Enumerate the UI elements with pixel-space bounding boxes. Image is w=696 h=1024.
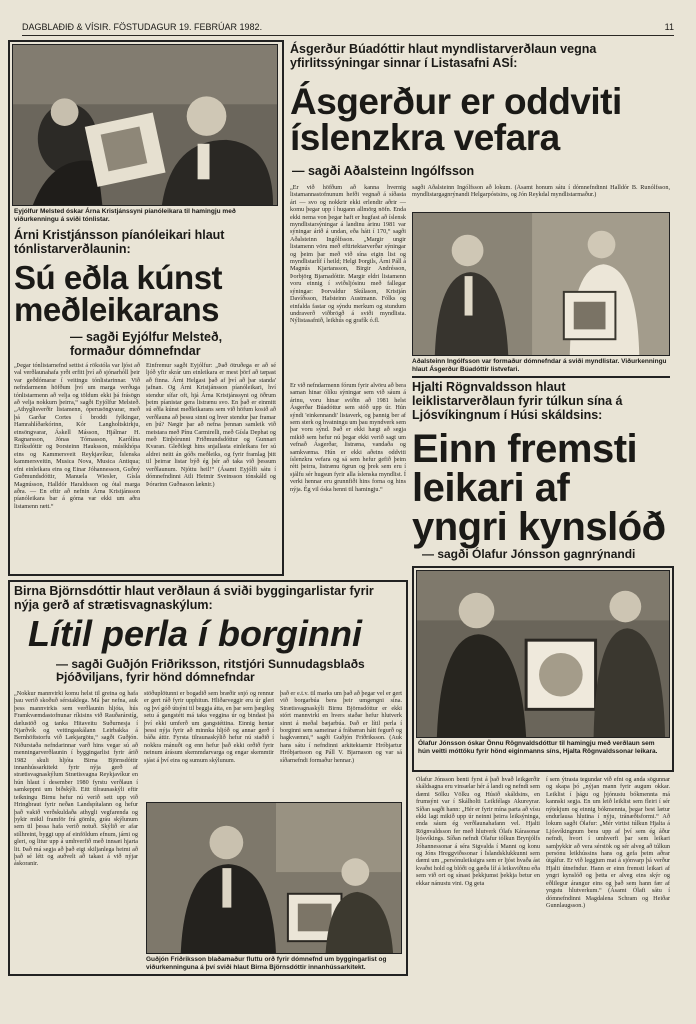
photo-eyjolfur-arni [12, 44, 278, 206]
headline: Ásgerður er oddviti íslenzkra vefara [290, 81, 622, 159]
kicker: Birna Björnsdóttir hlaut verðlaun á sviði byggingarlistar fyrir nýja gerð af strætisvagnaskýlum: [14, 584, 374, 612]
photo-gudjon-birna [146, 802, 402, 954]
byline: — sagði Aðalsteinn Ingólfsson [292, 164, 475, 178]
masthead [22, 22, 674, 36]
byline: — sagði Guðjón Friðriksson, ritstjóri Sunnudagsblaðs Þjóðviljans, fyrir hönd dómnefndar [56, 657, 365, 685]
body-column: Einfremur sagði Eyjólfur: „Það ötruðega er að sé ljóð yfir skrár um einleikara er mest þörf að tæpast að finna. Árni Helgasi það af því að þar standa' jafnan. Og Árni Kristjánsson píanóleikari, hví stendur sífar oft, hjá Árna Kristjánssyni og öðrum þeim píanistar gera listrænu svo. En það er einmitt sú eðla kúnst meðleikarans sem við höfum kosið að verðlauna að þessu sinni og hver stendur þar framar en þú? Nægir þar að nefna þennan samleik við meistara með Pínu Carmirelli, með Gísla Dephat og með Einþórunni Friðmundsdóttur og Gunnari Kvaran. Gleðilegt hins snjallasta einleikara fer sú aldrei neitt án góðs meðleiks, og fyrir framlag þitt til þeirrar listar býð ég þér að taka við þessum verðlaunum. Njóttu heil!“ (Ásamt Eyjólfi sátu í dómnefndinni Atli Heimir Sveinsson tónskáld og Þórarinn Guðnason læknir.) [146, 362, 276, 488]
photo-caption: Guðjón Friðriksson blaðamaður fluttu orð fyrir dómnefnd um byggingarlist og viðurkenninguna á því sviði hlaut Birna Björnsdóttir innanhússarkitekt. [146, 956, 387, 971]
body-column: „Þegar tónlistarnefnd settist á rökstóla var ljóst að val verðlaunahafa yrði erfitt því að sjónarhóll þeir var geðdómarar í veitingu tónlistarinnar. Við nefndarmenn höfðum því um marga verðuga tónlistarmenn að velja og töldum ekki þá frásögn að velja nokkurn þeirra,“ sagði Eyjólfur Melsteð. „Athyglisverðir listamenn, óperusöngvarar, með þá Garðar Cortes í broddi fylkingar, Hamrahlíðarkórinn, Kór Langholtskirkju, einsöngvarar, Áskell Másson, Hjálmar H. Ragnarsson, Jónas Tómasson, Karólína Eiríksdóttir og Þorsteinn Hauksson, músíkhópa eins og Kammersveit Reykjavíkur, Íslenska kammersveitin, Musica Nova, Musica Antiqua; efni einleikara eins og Einar Jóhannesson, Guðný Guðmundsdóttir, Manuela Wiesler, Gísla Magnússon, Halldór Haraldsson og ótal marga aðra. — En eftir að nefnin Árna Kristjánsson píanóleikara bar á góma var ekki um aðra listamenn rætt.“ [14, 362, 140, 510]
byline: — sagði Eyjólfur Melsteð, formaður dómnefndar [70, 330, 223, 358]
headline: Einn fremsti leikari af yngri kynslóð [412, 427, 666, 550]
masthead-date: DAGBLAÐIÐ & VÍSIR. FÖSTUDAGUR 19. FEBRÚAR 1982. [22, 22, 263, 32]
photo-caption: Ólafur Jónsson óskar Önnu Rögnvaldsdóttur til hamingju með verðlaun sem hún veitti móttöku fyrir hönd eiginmanns síns, Hjalta Rögnvaldssonar leikara. [418, 740, 658, 755]
kicker: Hjalti Rögnvaldsson hlaut leiklistarverðlaun fyrir túlkun sína á Ljósvíkingnum í Húsi skáldsins: [412, 380, 623, 422]
photo-caption: Eyjólfur Melsted óskar Árna Kristjánssyni píanóleikara til hamingju með viðurkenningu á sviði tónlistar. [14, 208, 236, 223]
headline: Lítil perla í borginni [28, 613, 363, 654]
divider [412, 376, 670, 378]
body-column: Er við nefndarmenn fórum fyrir alvöru að bera saman hinar ólíku sýningar sem við sáum á árinu, voru hinar sviðin að 1981 helst Ásgerðar Búadóttur sem stóð upp úr. Hún sýndi 'einkennandi' listaverk, og þannig ber af sem sterk og hvatningu um þau myndverk sem þar voru sýnd. Það er ekki hægt að segja mikið sem hefur nú þegar ekki verið sagt um vefnað Ásgerðar, listræna, vandaða og samkvæma. Hún er ekki aðeins oddviti íslenzkra vefara og sá sem hefur gefið þeim rétt þeirra, listrænu ögrun og þrek sem eru í sjálfu sér hugsun fyrir alla íslenska myndlist. Í verki hennar eru grunnfiði hins forna og hins nýja. Ég vil óska henni til hamingju.“ [290, 382, 406, 493]
body-column: í sem ýtrasta tegundar við efni og anda sögunnar og skapa þó „nýjan mann fyrir augum okkar. Leiklist í þágu og þjónustu bókmennta má kannski segja. En um leið leiklist sem fleiri í sér nýtekjum og einnig bókmennta, þegar best lætur endurlausa hlutina í nýju, tránæðisformi.“ Að lokum sagði Ólafur: „Mér virtist túlkun Hjalta á Ljósvíkingnum bera upp af því sem ég áður nefndi, hvort í umhverfi þar sem leikari samþykkir að vera sérstök og sér alveg að túlkun persónu leikhússins hans og gefa þeim aðrar útgáfur. Er við leggjum mat á sjónvarp þá verður Hjalti útnefndur. Hann er einn fremsti leikari af yngri kynslóð og þetta er alveg eins skýr og eðlilegur árangur eins og það sem hann fær af yngstu hlutverkum.“ (Ásamt Ólafi sátu í dómnefndinni Magdalena Schram og Heiðar Gunnlaugsson.) [546, 776, 670, 909]
photo-adalsteinn-asgerdur [412, 212, 670, 356]
body-column: sagði Aðalsteinn Ingólfsson að lokum. (Ásamt honum sátu í dómnefndinni Halldór B. Runólfsson, myndlistargagnrýnandi Helgarpóstsins, og Jón Reykdal myndlistarmaður.) [412, 184, 670, 199]
headline: Sú eðla kúnst meðleikarans [14, 259, 223, 329]
photo-olafur-anna [416, 570, 670, 738]
body-column: „Nokkur mannvirki komu helst til greina og hafa þau verið skoðuð sérstaklega. Má þar nefna, auk þess mannvirkis sem verðlaunin hljóta, hús Framkvæmdastofnunar ríkisins við Rauðarárstíg, dælustöð og tanka Hitaveitu Suðurnesja í Njarðvík og veitingaskálann Leirbakka á Bernhöftstorfu við Lækjargötu,“ sagði Guðjón. Niðurstaða nefndarinnar varð hins vegar sú að menningarverðlaunin í byggingarlist fyrir árið 1982 skuli hljóta Birna Björnsdóttir innanhússarkitekt fyrir nýja gerð af strætisvagnaskýlum Strætisvagna Reykjavíkur en hún hlaut í desember 1980 fyrstu verðlaun í samkeppni um biðskýli. Eitt tilraunaskýli eftir teikningu Birnu hefur nú verið sett upp við Hringbraut fyrir neðan Landspítalann og hefur það vakið verðskuldaða athygli vegfarenda og þykir mikil framför frá gömlu, gráu skýlunum sem til þessa hafa verið notuð. Skýlið er afar stílhreint, byggt upp af einföldum efnum, járni og gleri, og litur upp á umhverfið með innsæi hjarta lit. Það má segja að það eigi skiljanlega heimi að það sé létt og auðvelt að takast á við nýjar áskoranir. [14, 690, 138, 868]
kicker: Ásgerður Búadóttir hlaut myndlistarverðlaun vegna yfirlitssýningar sinnar í Listasafni ASÍ: [290, 42, 597, 70]
photo-caption: Aðalsteinn Ingólfsson var formaður dómnefndar á sviði myndlistar. Viðurkenningu hlaut Ásgerður Búadóttir listvefari. [412, 358, 667, 373]
body-column: „Er við höfðum að kanna hvernig listamannastofnunum hefði vegnað á síðasta ári — svo og nokkrir ekki erlendir aðrir — komu þegar upp í hugann allmörg nöfn. Enda ekki nema von þegar haft er hugfast að íslensk myndlistarsýningar á landinu árinu 1981 var sýningar árið á undan, eða hátt í 170,“ sagði Aðalsteinn Ingólfsson. „Margir ungir listamenn vöru með eftirtektarverðar sýningar og þeim þar með við sína eigin list og myndlistarlíf í heild; Helgi Þorgils, Árni Páll á Magnús Kjartansson, Birgir Andrésson, Þorbjörg Bjarnadóttir. Margir eldri listamenn voru einnig í sviðsljósinu með fallegar sýningar: Þorvaldur Skúlason, Kristján Davíðsson, Hafsteinn Austmann. Fólks og einfalda fastar og sýndu merkum og stundum undraverð viðbrögð á sviði myndlista. Nýlistasafnið, leikhús og grafík ó.fl. [290, 184, 406, 325]
page-number: 11 [664, 22, 674, 32]
byline: — sagði Ólafur Jónsson gagnrýnandi [422, 547, 636, 561]
kicker: Árni Kristjánsson píanóleikari hlaut tónlistarverðlaunin: [14, 228, 225, 256]
body-column: Ólafur Jónsson benti fyrst á það hvað leikgerðir skáldsagna eru vinsælar hér á landi og nefndi sem dæmi Sölku Völku og Húsið skáldsins, en frumsýnt var í Skálholti Leikfélags Akureyrar. Síðan sagði hann: „Hér er fyrir mína parta að vísu ekki lagt mikið upp úr neinni þeirra leiksýninga, enda sáum ég verðlaunahafann vel. Hjalti Rögnvaldsson fer með hlutverk Ólafs Kárasonar ljósvíkings. Síðan nefndi Ólafur tólkun Brynjólfs Jóhannessonar á séra Sigvalda í Manni og konu og Jóns Hreggviðssonar í Íslandsklukkunni sem dæmi um „persónuleiksigra sem er ljóst hvaða ást kvaðst hold og blóði og gæða líf á leiksviðinu eða sem við ort og sínast þekkjumst þekkja betur en ekkar nánustu vini. Og geta [416, 776, 540, 887]
body-column: stöðuplötunni er bogadið sem bræðir snjó og rennur er gert ráð fyrir upphitun. Hliðarveggir eru úr gleri og því góð útsýni til beggja átta, en þar sem þægileg setu á gangstétt má taka veggina úr og bindast þá því ekki umferð um gangstéttina. Einnig hentar þessi nýja fyrir að minnka hljóð og annar gerð í báða áttir. Fyrsta tilraunaskýlið hefur nú staðið í nokkra mánuði og enn hefur það ekki orðið fyrir neinum árásum skemmdarvarga og engar skemmtir sjást á því eins og sumum skýlunum. [144, 690, 274, 764]
body-column: það er e.t.v. til marks um það að þegar vel er gert við borgarbúa bera þeir umgengni sína. Strætisvagnaskýli Birnu Björnsdóttur er ekki stórt mannvirki en hvers staðar hefur hlutverk sinnt á meðal bæjarbúa. Það er lítil perla í borginni sem sameinar á frábæran hátt fegurð og hagkvæmni,“ sagði Guðjón Friðriksson. (Auk hans sátu í nefndinni arkitektarnir Hróbjartur Hróbjartsson og Páll V. Bjarnason og var sá síðarnefndi formaður hennar.) [280, 690, 402, 764]
